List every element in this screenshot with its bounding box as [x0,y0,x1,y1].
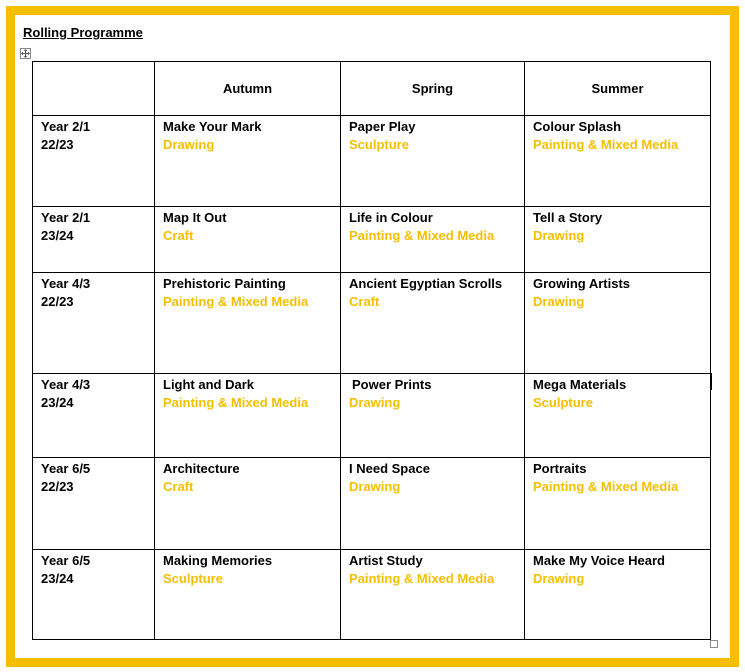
topic-cell[interactable] [155,458,341,550]
table-row [33,374,711,458]
topic-title: I Need Space [349,461,430,476]
topic-cell[interactable] [155,374,341,458]
topic-title: Light and Dark [163,377,255,392]
period-label: 23/24 [41,228,74,243]
table-row [33,273,711,374]
period-label: 23/24 [41,571,74,586]
topic-title: Make Your Mark [163,119,262,134]
header-cell-spring: Spring [341,62,525,116]
page-title: Rolling Programme [23,25,143,40]
period-label: 22/23 [41,137,74,152]
topic-medium: Drawing [349,395,401,410]
topic-title: Making Memories [163,553,273,568]
header-cell-summer: Summer [525,62,711,116]
topic-cell[interactable] [525,207,711,273]
topic-cell[interactable] [341,116,525,207]
topic-title: Make My Voice Heard [533,553,665,568]
year-label: Year 6/5 [41,461,91,476]
year-label: Year 2/1 [41,119,91,134]
topic-title: Ancient Egyptian Scrolls [349,276,503,291]
year-label: Year 4/3 [41,377,91,392]
topic-title: Prehistoric Painting [163,276,286,291]
topic-medium: Craft [163,479,194,494]
topic-cell[interactable] [525,458,711,550]
table-row [33,458,711,550]
table-row [33,550,711,640]
topic-medium: Painting & Mixed Media [349,228,495,243]
topic-medium: Drawing [533,228,585,243]
topic-title: Artist Study [349,553,423,568]
table-resize-handle[interactable] [710,640,718,648]
topic-title: Portraits [533,461,587,476]
table-move-handle-icon[interactable] [20,48,31,59]
topic-medium: Painting & Mixed Media [163,294,309,309]
year-cell[interactable] [33,207,155,273]
topic-cell[interactable] [525,116,711,207]
topic-title: Tell a Story [533,210,603,225]
topic-cell[interactable] [341,374,525,458]
table-row [33,116,711,207]
topic-title: Life in Colour [349,210,433,225]
year-label: Year 6/5 [41,553,91,568]
topic-cell[interactable] [341,207,525,273]
topic-title: Power Prints [352,377,432,392]
topic-medium: Drawing [533,571,585,586]
year-cell[interactable] [33,116,155,207]
topic-cell[interactable] [525,374,711,458]
header-cell-empty [33,62,155,116]
topic-medium: Sculpture [533,395,593,410]
topic-cell[interactable] [155,116,341,207]
topic-medium: Painting & Mixed Media [533,137,679,152]
topic-cell[interactable] [155,550,341,640]
text-cursor [711,373,712,390]
topic-cell[interactable] [341,550,525,640]
topic-cell[interactable] [525,550,711,640]
rolling-programme-table [32,61,711,640]
topic-title: Growing Artists [533,276,631,291]
topic-medium: Sculpture [163,571,223,586]
topic-title: Architecture [163,461,240,476]
topic-cell[interactable] [341,458,525,550]
header-cell-autumn: Autumn [155,62,341,116]
topic-medium: Drawing [163,137,215,152]
topic-medium: Sculpture [349,137,409,152]
period-label: 22/23 [41,479,74,494]
topic-title: Mega Materials [533,377,627,392]
topic-title: Colour Splash [533,119,622,134]
year-cell[interactable] [33,458,155,550]
topic-medium: Painting & Mixed Media [533,479,679,494]
period-label: 22/23 [41,294,74,309]
year-label: Year 2/1 [41,210,91,225]
year-cell[interactable] [33,273,155,374]
period-label: 23/24 [41,395,74,410]
table-header-row [33,62,711,116]
topic-title: Paper Play [349,119,416,134]
topic-cell[interactable] [341,273,525,374]
topic-cell[interactable] [525,273,711,374]
year-cell[interactable] [33,550,155,640]
topic-medium: Painting & Mixed Media [163,395,309,410]
topic-medium: Craft [349,294,380,309]
topic-medium: Painting & Mixed Media [349,571,495,586]
topic-cell[interactable] [155,273,341,374]
topic-title: Map It Out [163,210,227,225]
topic-cell[interactable] [155,207,341,273]
topic-medium: Drawing [533,294,585,309]
year-label: Year 4/3 [41,276,91,291]
topic-medium: Drawing [349,479,401,494]
year-cell[interactable] [33,374,155,458]
topic-medium: Craft [163,228,194,243]
table-row [33,207,711,273]
